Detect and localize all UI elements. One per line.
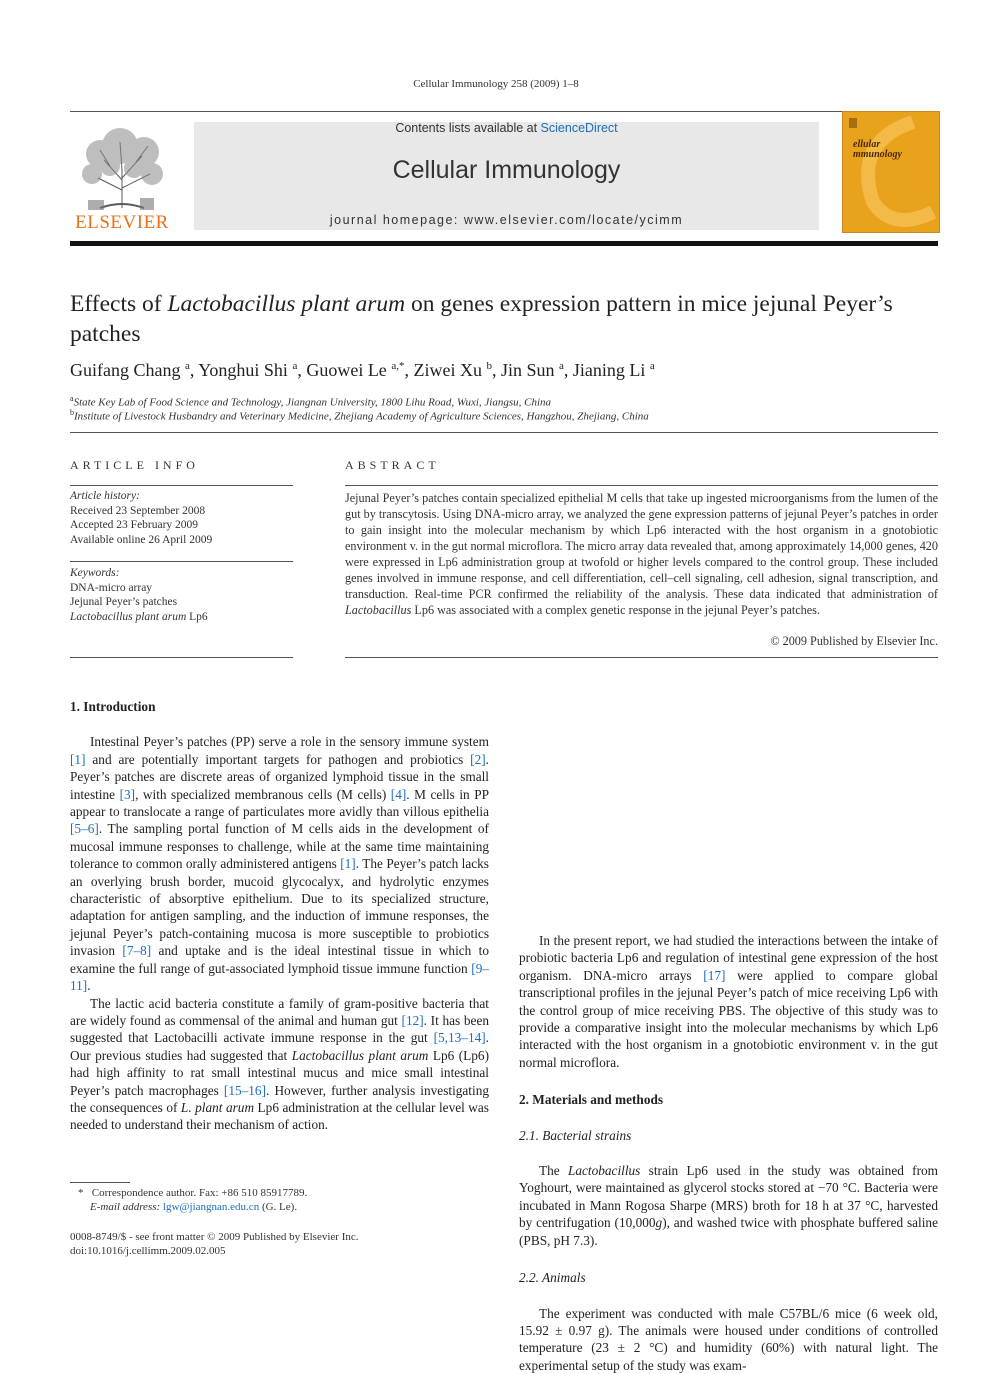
email-link[interactable]: lgw@jiangnan.edu.cn <box>163 1201 259 1213</box>
abstract-text: Jejunal Peyer’s patches contain specialized epithelial M cells that take up ingested microorganisms from the lumen of the gut by transcytosis. Using DNA-micro array, we analyzed the gene expression patterns of jejunal Peyer’s patches in order to gain insight into the molecular mechanism by which Lp6 interacted with the host organism in a gnotobiotic environment v. in the gut normal microflora. The micro array data revealed that, among approximately 14,000 genes, 420 were expressed in Lp6 administration group at twofold or higher levels compared to the control group. These included genes involved in immune response, and cell differentiation, cell–cell signaling, cell adhesion, signal transcription, and transduction. Real-time PCR confirmed the reliability of the analysis. These data indicated that administration of Lactobacillus Lp6 was associated with a complex genetic response in the jejunal Peyer’s patches. <box>345 490 938 618</box>
title-part2: on genes expression pattern in mice jejunal Peyer’s patches <box>70 291 893 347</box>
animals-paragraph: The experiment was conducted with male C57BL/6 mice (6 week old, 15.92 ± 0.97 g). The animals were housed under conditions of controlled temperature (23 ± 2 °C) and humidity (60%) with natural light. The experimental setup of the study was exam- <box>519 1305 938 1374</box>
cover-swirl-icon <box>843 112 939 232</box>
citation-link[interactable]: [5–6] <box>70 821 99 836</box>
contents-prefix: Contents lists available at <box>395 121 540 135</box>
keyword: Jejunal Peyer’s patches <box>70 595 293 610</box>
intro-paragraph-1: Intestinal Peyer’s patches (PP) serve a role in the sensory immune system [1] and are potentially important targets for pathogen and probiotics [2]. Peyer’s patches are discrete areas of organized lymphoid tissue in the small intestine [3], with specialized membranous cells (M cells) [4]. M cells in PP appear to translocate a range of particulates more avidly than villous epithelia [5–6]. The sampling portal function of M cells aids in the development of mucosal immune responses to challenge, while at the same time maintaining tolerance to common orally administered antigens [1]. The Peyer’s patch lacks an overlying brush border, mucoid glycocalyx, and hydrolytic enzymes characteristic of absorptive epithelium. Due to its specialized structure, adaptation for antigen sampling, and the induction of immune responses, the jejunal Peyer’s patch-containing mucosa is more susceptible to probiotics invasion [7–8] and uptake and is the ideal intestinal tissue in which to examine the full range of gut-associated lymphoid tissue immune function [9–11]. <box>70 733 489 994</box>
abstract-bottom-rule <box>345 657 938 658</box>
title-part1: Effects of <box>70 291 167 317</box>
history-label: Article history: <box>70 489 293 504</box>
info-bottom-rule <box>70 657 293 658</box>
cover-title-line2: mmunology <box>853 150 902 160</box>
intro-paragraph-2: The lactic acid bacteria constitute a family of gram-positive bacteria that are widely found as commensal of the animal and human gut [12]. It has been suggested that Lactobacilli activate immune response in the gut [5,13–14]. Our previous studies had suggested that Lactobacillus plant arum Lp6 (Lp6) had high affinity to rat small intestinal mucus and mice small intestinal Peyer’s patch macrophages [15–16]. However, further analysis investigating the consequences of L. plant arum Lp6 administration at the cellular level was needed to understand their mechanism of action. <box>70 995 489 1134</box>
author[interactable]: Guifang Chang $^a$ <box>70 360 190 380</box>
author[interactable]: Jin Sun $^a$ <box>501 360 564 380</box>
author[interactable]: Yonghui Shi $^a$ <box>198 360 297 380</box>
issn-line: 0008-8749/$ - see front matter © 2009 Published by Elsevier Inc. <box>70 1230 490 1244</box>
keyword: Lactobacillus plant arum Lp6 <box>70 610 293 625</box>
strains-heading: 2.1. Bacterial strains <box>519 1127 938 1144</box>
intro-paragraph-3: In the present report, we had studied the interactions between the intake of probiotic bacteria Lp6 and regulation of intestinal gene expression of the host organism. DNA-micro arrays [17] were applied to compare global transcriptional profiles in the jejunal Peyer’s patch of mice receiving Lp6 with the control group of mice receiving PBS. The objective of this study was to provide a comparative insight into the molecular mechanisms by which Lp6 interacted with the host organism in a gnotobiotic environment v. in the gut normal microflora. <box>519 932 938 1071</box>
citation-link[interactable]: [9–11] <box>70 961 489 993</box>
affiliation-b: $^b$Institute of Livestock Husbandry and Veterinary Medicine, Zhejiang Academy of Agriculture Sciences, Hangzhou, Zhejiang, China <box>70 408 938 423</box>
keyword: DNA-micro array <box>70 581 293 596</box>
article-info-heading: ARTICLE INFO <box>70 458 199 473</box>
elsevier-logo[interactable] <box>70 120 174 232</box>
author[interactable]: Ziwei Xu $^b$ <box>413 360 491 380</box>
doi-line[interactable]: doi:10.1016/j.cellimm.2009.02.005 <box>70 1244 490 1258</box>
author[interactable]: Guowei Le $^{a,*}$ <box>306 360 404 380</box>
citation-link[interactable]: [12] <box>402 1013 424 1028</box>
body-left-column <box>70 698 489 1134</box>
body-right-column <box>519 932 938 1374</box>
affiliation-rule <box>70 432 938 433</box>
abstract-copyright: © 2009 Published by Elsevier Inc. <box>345 634 938 649</box>
affiliation-a: $^a$State Key Lab of Food Science and Technology, Jiangnan University, 1800 Lihu Road, Wuxi, Jiangsu, China <box>70 394 938 409</box>
journal-cover[interactable] <box>842 111 940 233</box>
title-species: Lactobacillus plant arum <box>167 291 405 317</box>
animals-heading: 2.2. Animals <box>519 1269 938 1286</box>
article-title <box>70 289 938 349</box>
citation-link[interactable]: [7–8] <box>122 943 151 958</box>
abstract-rule <box>345 485 938 486</box>
cover-title-line1: ellular <box>853 140 902 150</box>
footnote-rule <box>70 1182 130 1183</box>
keywords-rule <box>70 561 293 562</box>
author-list: Guifang Chang $^a$, Yonghui Shi $^a$, Guowei Le $^{a,*}$, Ziwei Xu $^b$, Jin Sun $^a$, Jianing Li $^a$ <box>70 360 938 381</box>
correspondence-footnote: * Correspondence author. Fax: +86 510 85917789. E-mail address: lgw@jiangnan.edu.cn (G. Le). <box>78 1186 478 1214</box>
citation-link[interactable]: [17] <box>703 968 725 983</box>
citation-link[interactable]: [1] <box>340 856 356 871</box>
abstract-heading: ABSTRACT <box>345 458 440 473</box>
sciencedirect-link[interactable]: ScienceDirect <box>541 121 618 135</box>
received-date: Received 23 September 2008 <box>70 504 293 519</box>
article-info-rule <box>70 485 293 486</box>
issn-doi <box>70 1230 490 1258</box>
citation-link[interactable]: [2] <box>470 752 486 767</box>
running-head: Cellular Immunology 258 (2009) 1–8 <box>0 78 992 90</box>
elsevier-wordmark: ELSEVIER <box>70 212 174 234</box>
header-bottom-rule <box>70 241 938 246</box>
keywords-label: Keywords: <box>70 566 293 581</box>
header-top-rule <box>70 111 938 112</box>
intro-heading: 1. Introduction <box>70 698 489 715</box>
strains-paragraph: The Lactobacillus strain Lp6 used in the study was obtained from Yoghourt, were maintained as glycerol stocks stored at −70 °C. Bacteria were incubated in Mann Rogosa Sharpe (MRS) broth for 18 h at 37 °C, harvested by centrifugation (10,000g), and washed twice with phosphate buffered saline (PBS, pH 7.3). <box>519 1162 938 1249</box>
journal-name: Cellular Immunology <box>194 156 819 185</box>
cover-title <box>853 140 902 160</box>
keywords <box>70 566 293 624</box>
citation-link[interactable]: [15–16] <box>224 1083 266 1098</box>
accepted-date: Accepted 23 February 2009 <box>70 518 293 533</box>
article-history <box>70 489 293 547</box>
citation-link[interactable]: [5,13–14] <box>434 1030 486 1045</box>
author[interactable]: Jianing Li $^a$ <box>573 360 655 380</box>
citation-link[interactable]: [1] <box>70 752 86 767</box>
online-date: Available online 26 April 2009 <box>70 533 293 548</box>
contents-line <box>194 121 819 135</box>
citation-link[interactable]: [3] <box>120 787 136 802</box>
methods-heading: 2. Materials and methods <box>519 1091 938 1108</box>
journal-homepage[interactable]: journal homepage: www.elsevier.com/locate/ycimm <box>194 213 819 227</box>
citation-link[interactable]: [4] <box>391 787 407 802</box>
